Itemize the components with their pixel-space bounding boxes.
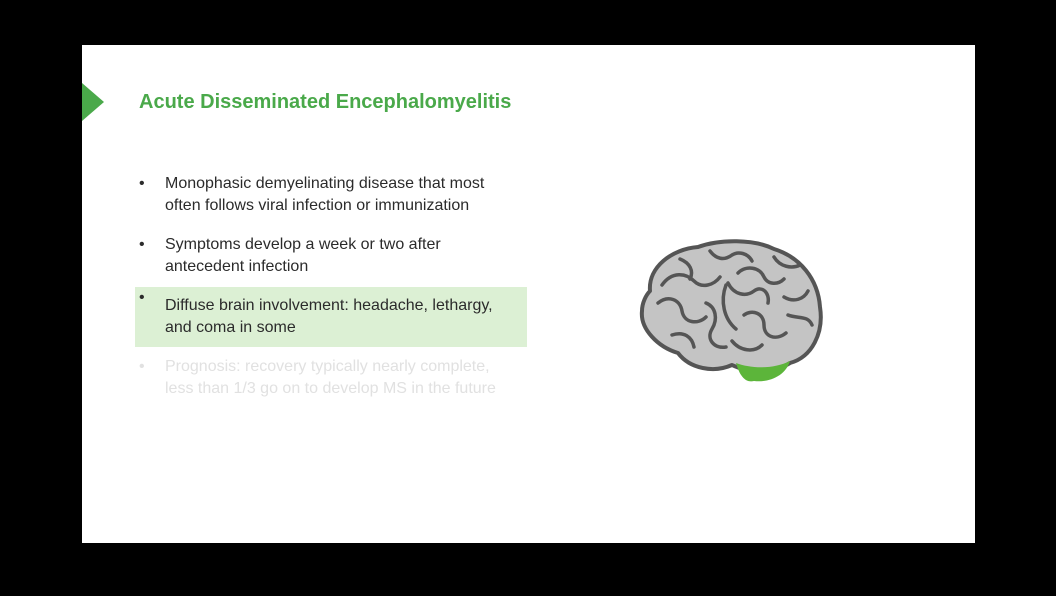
cerebrum-icon — [642, 241, 821, 371]
slide-title: Acute Disseminated Encephalomyelitis — [139, 91, 512, 113]
presentation-slide — [82, 45, 975, 543]
bullet-text: Prognosis: recovery typically nearly complete, less than 1/3 go on to develop MS in the future — [165, 358, 496, 397]
bullet-dot: • — [139, 236, 145, 253]
bullet-text: Diffuse brain involvement: headache, lethargy, and coma in some — [165, 297, 493, 336]
bullet-item — [135, 173, 527, 217]
bullet-item-faded — [135, 356, 527, 400]
bullet-text: Monophasic demyelinating disease that most often follows viral infection or immunization — [165, 175, 485, 214]
bullet-text: Symptoms develop a week or two after antecedent infection — [165, 236, 441, 275]
bullet-dot: • — [139, 289, 145, 306]
bullet-dot: • — [139, 175, 145, 192]
bullet-dot: • — [139, 358, 145, 375]
bullet-item — [135, 234, 527, 278]
brain-icon — [628, 233, 828, 393]
section-marker-arrow — [82, 83, 104, 121]
bullet-list — [135, 173, 527, 400]
bullet-item-highlighted — [135, 287, 527, 347]
